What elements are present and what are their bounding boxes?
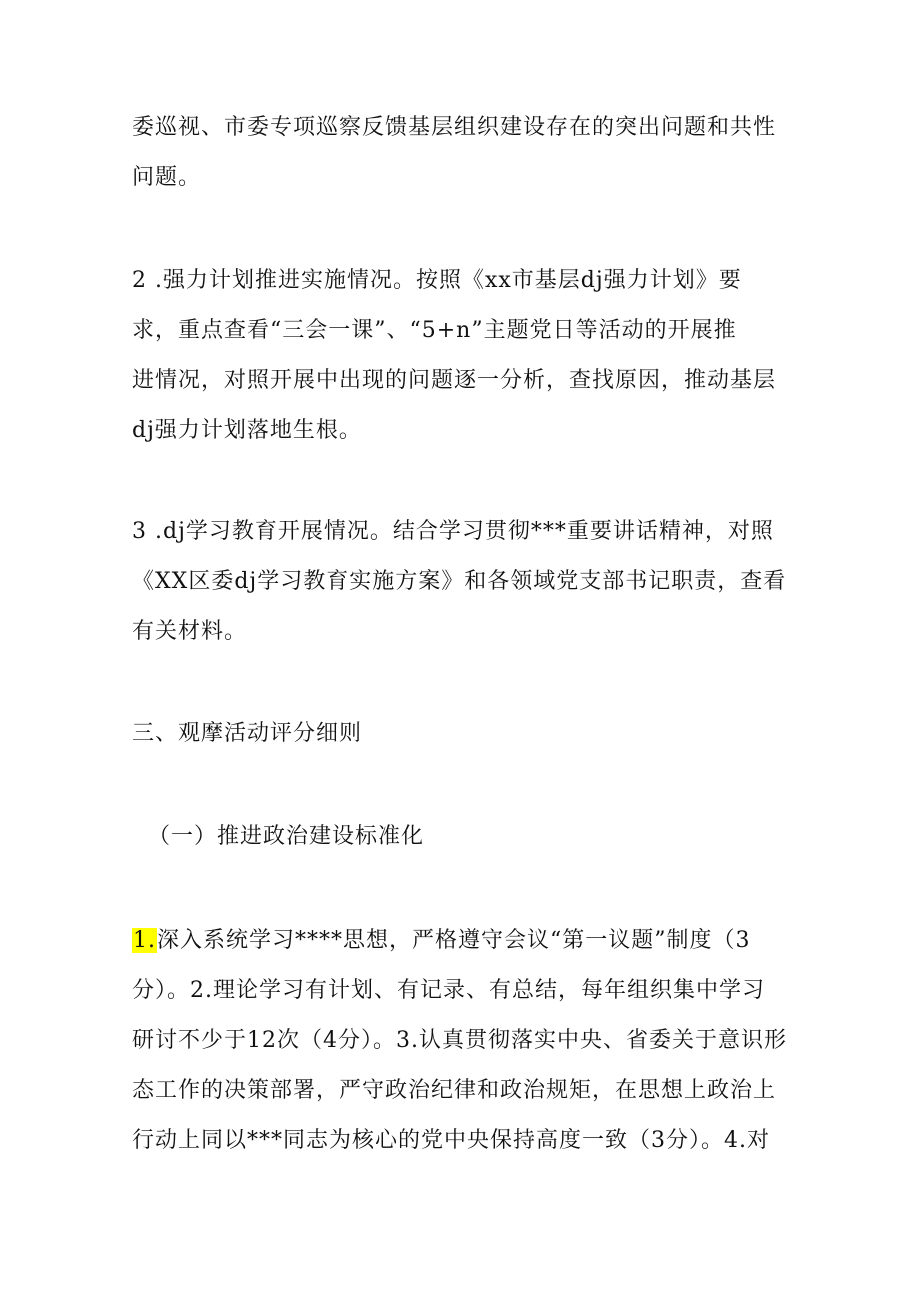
paragraph-inspection-issues xyxy=(132,103,792,203)
text-line: 进情况，对照开展中出现的问题逐一分析，查找原因，推动基层 xyxy=(132,368,777,393)
text-line: 行动上同以***同志为核心的党中央保持高度一致（3分）。4.对 xyxy=(132,1128,770,1153)
text-line: 有关材料。 xyxy=(132,619,248,644)
text-line: 委巡视、市委专项巡察反馈基层组织建设存在的突出问题和共性 xyxy=(132,115,777,140)
highlighted-number: 1. xyxy=(133,928,156,953)
heading-text: 三、观摩活动评分细则 xyxy=(132,721,363,746)
text-line xyxy=(132,916,792,966)
text-line: 分）。2.理论学习有计划、有记录、有总结，每年组织集中学习 xyxy=(132,978,765,1003)
section-heading-3 xyxy=(132,709,792,759)
paragraph-item-2 xyxy=(132,256,792,456)
text-segment: 深入系统学习****思想，严格遵守会议“第一议题”制度（3 xyxy=(157,928,751,953)
text-line: 研讨不少于12次（4分）。3.认真贯彻落实中央、省委关于意识形 xyxy=(132,1028,787,1053)
text-line: 态工作的决策部署，严守政治纪律和政治规矩，在思想上政治上 xyxy=(132,1078,777,1103)
text-line: 2 .强力计划推进实施情况。按照《xx市基层dj强力计划》要 xyxy=(132,268,742,293)
text-line: 《XX区委dj学习教育实施方案》和各领域党支部书记职责，查看 xyxy=(132,569,787,594)
paragraph-item-3 xyxy=(132,507,792,657)
heading-text: （一）推进政治建设标准化 xyxy=(148,824,425,849)
text-line: 问题。 xyxy=(132,165,202,190)
text-line: dj强力计划落地生根。 xyxy=(132,418,362,443)
subsection-heading-1 xyxy=(148,812,808,862)
paragraph-scoring-details xyxy=(132,916,792,1166)
text-line: 求，重点查看“三会一课”、“5+n”主题党日等活动的开展推 xyxy=(132,318,737,343)
text-line: 3 .dj学习教育开展情况。结合学习贯彻***重要讲话精神，对照 xyxy=(132,519,774,544)
